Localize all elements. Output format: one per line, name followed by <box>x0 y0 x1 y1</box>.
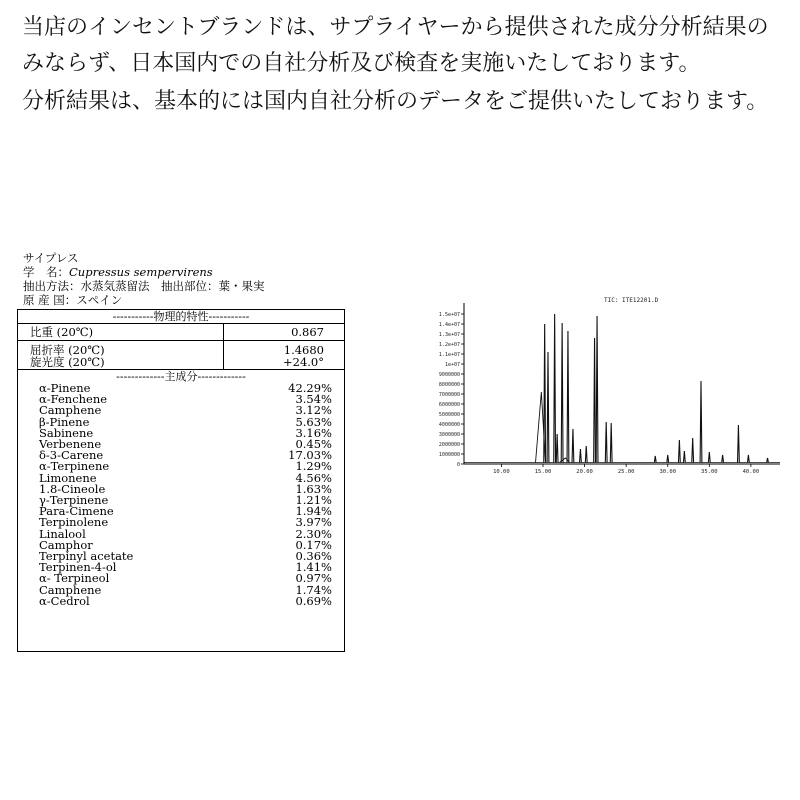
component-value: 3.97% <box>295 515 332 530</box>
component-name: α-Cedrol <box>39 593 90 608</box>
component-name: α- Terpineol <box>39 571 110 586</box>
intro-text <box>22 10 782 120</box>
y-tick-label: 4000000 <box>438 422 460 428</box>
physical-properties-table <box>18 324 344 369</box>
component-value: 5.63% <box>295 414 332 429</box>
chart-title: TIC: ITE12201.D <box>604 297 659 304</box>
y-tick-label: 6000000 <box>438 402 460 408</box>
component-value: 0.36% <box>295 549 332 564</box>
chromatogram-peak <box>567 331 569 463</box>
component-value: 1.29% <box>295 459 332 474</box>
component-value: 4.56% <box>295 470 332 485</box>
component-value: 0.17% <box>295 537 332 552</box>
component-name: Camphene <box>39 582 102 597</box>
y-tick-label: 1000000 <box>438 452 460 458</box>
chromatogram <box>416 293 784 473</box>
x-tick-label: 25.00 <box>617 469 635 473</box>
chromatogram-peak <box>667 455 669 463</box>
chromatogram-peak <box>594 338 596 463</box>
component-name: Para-Cimene <box>39 504 114 519</box>
scientific-name: Cupressus sempervirens <box>69 265 213 279</box>
component-name: Sabinene <box>39 425 94 440</box>
x-tick-label: 20.00 <box>576 469 593 473</box>
component-value: 1.21% <box>295 493 332 508</box>
chromatogram-peak <box>580 449 582 463</box>
chromatogram-peak <box>767 458 769 463</box>
x-tick-label: 35.00 <box>701 469 718 473</box>
product-name: サイプレス <box>23 251 79 265</box>
chromatogram-peak <box>748 455 750 463</box>
chromatogram-peak <box>692 438 694 463</box>
phys-value: 1.4680 <box>283 343 324 357</box>
component-name: Terpinen-4-ol <box>39 560 117 575</box>
x-tick-label: 30.00 <box>659 469 677 473</box>
component-name: Camphene <box>39 403 102 418</box>
chromatogram-peak <box>683 451 685 463</box>
intro-paragraph-2: 分析結果は、基本的には国内自社分析のデータをご提供いたしております。 <box>22 89 769 114</box>
chromatogram-peak <box>678 440 680 463</box>
origin-line: 原 産 国：スペイン <box>23 293 123 307</box>
y-tick-label: 2000000 <box>438 442 460 448</box>
component-name: Terpinyl acetate <box>39 549 134 564</box>
component-value: 0.69% <box>295 593 332 608</box>
y-tick-label: 3000000 <box>438 432 460 438</box>
component-name: α-Fenchene <box>39 392 108 407</box>
spec-table <box>17 309 345 652</box>
phys-label: 屈折率 (20℃) <box>18 341 224 357</box>
y-tick-label: 1e+07 <box>444 362 460 368</box>
component-name: γ-Terpinene <box>39 493 109 508</box>
spec-sheet <box>17 251 347 652</box>
chromatogram-svg <box>416 293 784 473</box>
component-value: 1.41% <box>295 560 332 575</box>
phys-value: +24.0° <box>283 355 324 369</box>
component-row <box>18 596 344 607</box>
x-tick-label: 10.00 <box>493 469 510 473</box>
component-value: 1.94% <box>295 504 332 519</box>
chromatogram-peak <box>738 425 740 463</box>
component-value: 42.29% <box>288 381 332 395</box>
x-tick-label: 40.00 <box>742 469 760 473</box>
scientific-name-line <box>17 265 347 279</box>
chromatogram-peak <box>596 316 598 463</box>
physical-properties-title: -----------物理的特性----------- <box>18 310 344 324</box>
y-tick-label: 1.4e+07 <box>438 322 460 328</box>
component-name: δ-3-Carene <box>39 448 104 463</box>
phys-row <box>18 356 344 369</box>
chromatogram-peak <box>700 381 702 463</box>
chromatogram-peak <box>585 446 587 463</box>
component-value: 0.45% <box>295 437 332 452</box>
y-tick-label: 1.5e+07 <box>438 312 460 318</box>
y-tick-label: 9000000 <box>438 372 460 378</box>
component-value: 3.16% <box>295 425 332 440</box>
component-value: 1.74% <box>295 582 332 597</box>
chromatogram-peak <box>605 422 607 463</box>
phys-label: 比重 (20℃) <box>18 324 224 341</box>
phys-label: 旋光度 (20℃) <box>18 356 224 369</box>
chromatogram-peak <box>556 434 558 463</box>
components-title: -------------主成分------------- <box>18 369 344 383</box>
component-name: β-Pinene <box>39 414 90 429</box>
component-value: 0.97% <box>295 571 332 586</box>
y-tick-label: 1.2e+07 <box>438 342 460 348</box>
component-name: α-Pinene <box>39 381 91 395</box>
chromatogram-peak <box>708 452 710 463</box>
scientific-name-label: 学 名： <box>23 265 69 279</box>
chromatogram-peak <box>547 352 549 463</box>
y-tick-label: 7000000 <box>438 392 460 398</box>
chromatogram-peak <box>561 323 563 463</box>
component-name: Verbenene <box>39 437 102 452</box>
phys-row <box>18 324 344 341</box>
chromatogram-peak <box>554 314 556 463</box>
component-name: Terpinolene <box>39 515 109 530</box>
component-name: Limonene <box>39 470 97 485</box>
component-value: 2.30% <box>295 526 332 541</box>
component-value: 17.03% <box>288 448 332 463</box>
chromatogram-peak <box>572 429 574 463</box>
chromatogram-peak <box>654 456 656 463</box>
y-tick-label: 5000000 <box>438 412 460 418</box>
y-tick-label: 1.1e+07 <box>438 352 460 358</box>
component-name: α-Terpinene <box>39 459 110 474</box>
y-tick-label: 0 <box>456 462 460 468</box>
x-tick-label: 15.00 <box>534 469 552 473</box>
intro-paragraph-1: 当店のインセントブランドは、サプライヤーから提供された成分分析結果のみならず、日本国内での自社分析及び検査を実施いたしております。 <box>22 15 769 76</box>
component-value: 3.12% <box>295 403 332 418</box>
chromatogram-peak <box>610 423 612 463</box>
phys-row <box>18 341 344 357</box>
component-value: 3.54% <box>295 392 332 407</box>
components-table <box>18 383 344 607</box>
chromatogram-peak <box>722 455 724 463</box>
component-name: Linalool <box>39 526 86 541</box>
component-name: 1.8-Cineole <box>39 481 106 496</box>
y-tick-label: 8000000 <box>438 382 460 388</box>
extraction-line: 抽出方法：水蒸気蒸留法 抽出部位：葉・果実 <box>23 279 265 293</box>
phys-value: 0.867 <box>224 324 345 341</box>
component-name: Camphor <box>39 537 93 552</box>
component-value: 1.63% <box>295 481 332 496</box>
y-tick-label: 1.3e+07 <box>438 332 460 338</box>
